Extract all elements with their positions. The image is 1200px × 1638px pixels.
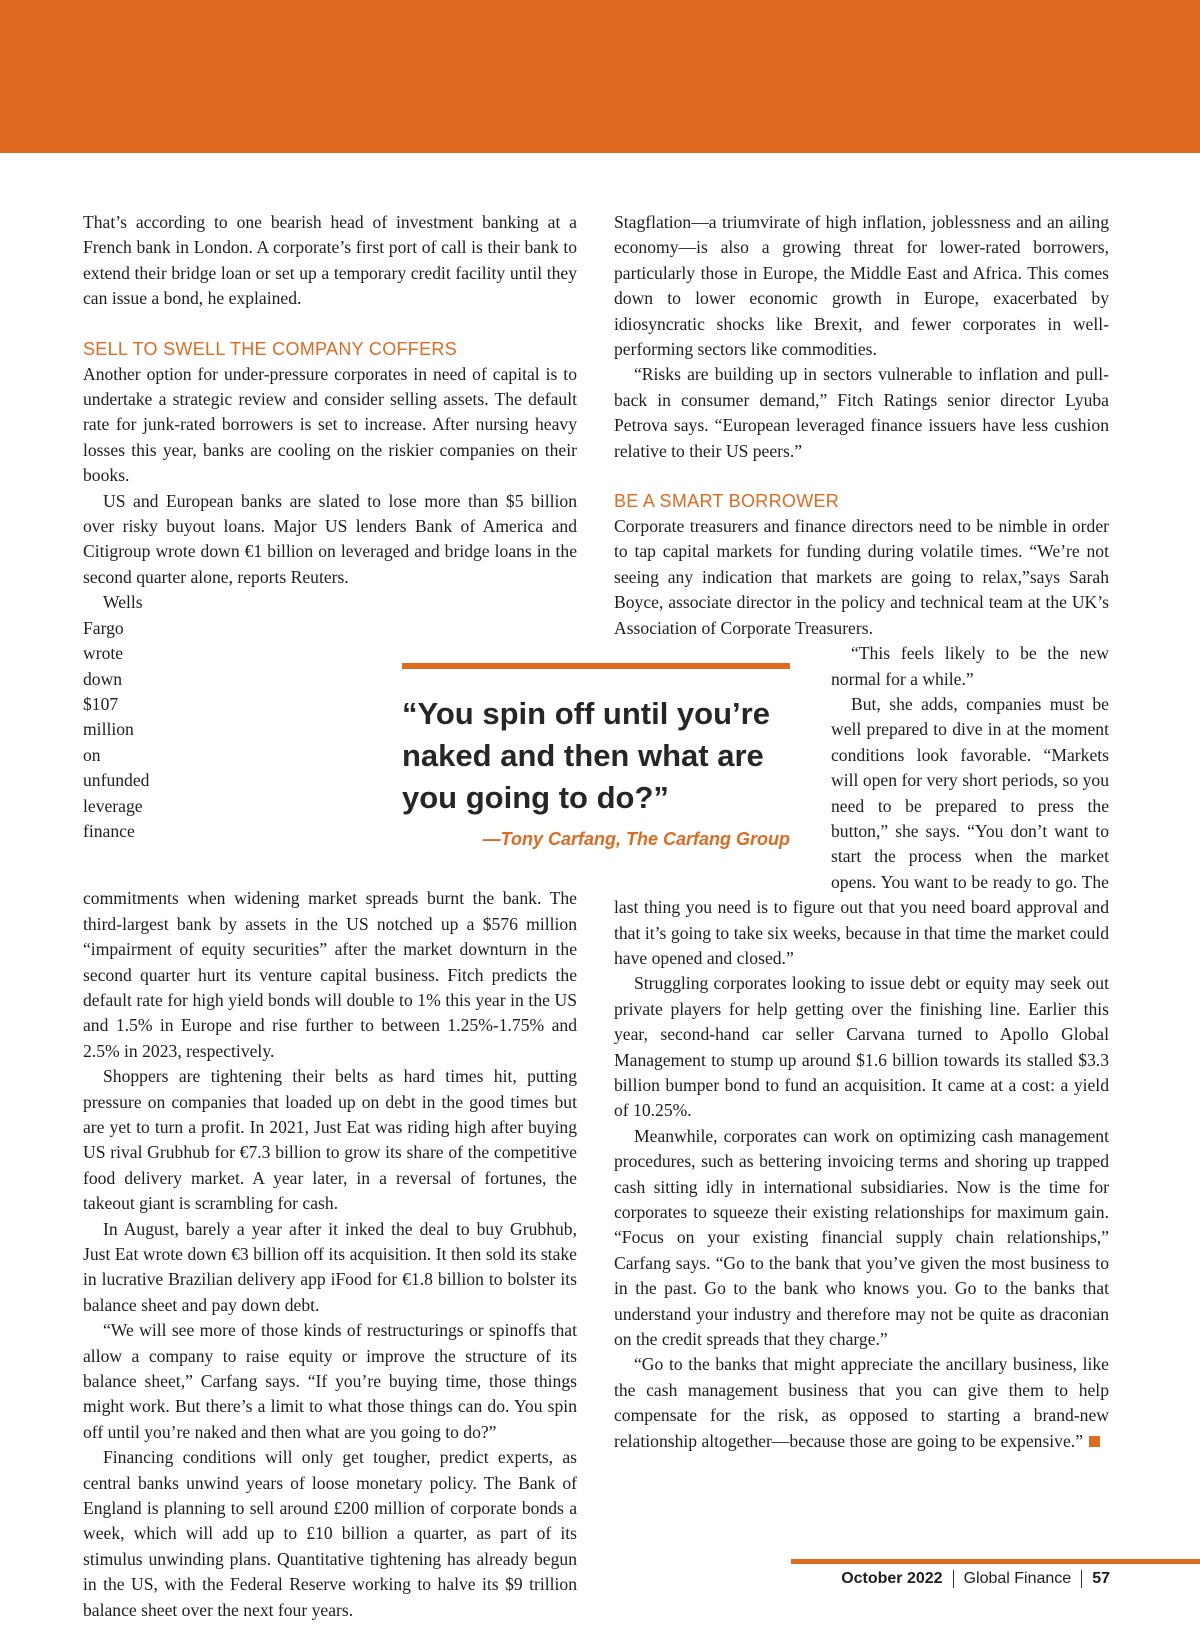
section-heading-sell: SELL TO SWELL THE COMPANY COFFERS (83, 338, 457, 359)
issue-date: October 2022 (841, 1570, 943, 1587)
pull-quote-rule (402, 663, 790, 669)
footer-rule (791, 1559, 1200, 1564)
paragraph (614, 1352, 1109, 1454)
paragraph: “Risks are building up in sectors vulnerable to inflation and pull-back in consumer demand,” Fitch Ratings senior director Lyuba Petrova says. “European leveraged finance issuers have less cushion relative to their US peers.” (614, 364, 1109, 461)
paragraph: “We will see more of those kinds of restructurings or spinoffs that allow a company to raise equity or improve the structure of its balance sheet,” Carfang says. “If you’re buying time, those things might work. But there’s a limit to what those things can do. You spin off until you’re naked and then what are you going to do?” (83, 1320, 577, 1442)
paragraph: Struggling corporates looking to issue debt or equity may seek out private players for help getting over the finishing line. Earlier this year, second-hand car seller Carvana turned to Apollo Global Management to stump up around $1.6 billion towards its stalled $3.3 billion bumper bond to fund an acquisition. It came at a cost: a yield of 10.25%. (614, 973, 1109, 1121)
end-of-article-mark (1089, 1436, 1100, 1447)
paragraph: Shoppers are tightening their belts as hard times hit, putting pressure on companies that loaded up on debt in the good times but are yet to turn a profit. In 2021, Just Eat was riding high after buying US rival Grubhub for €7.3 billion to grow its share of the competitive food delivery market. A year later, in a reversal of fortunes, the takeout giant is scrambling for cash. (83, 1066, 577, 1214)
paragraph: Stagflation—a triumvirate of high inflation, joblessness and an ailing economy—is also a growing threat for lower-rated borrowers, particularly those in Europe, the Middle East and Africa. This comes down to lower economic growth in Europe, exacerbated by idiosyncratic shocks like Brexit, and fewer corporates in well-performing sectors like commodities. (614, 212, 1109, 360)
paragraph: Corporate treasurers and finance directors need to be nimble in order to tap capital markets for funding during volatile times. “We’re not seeing any indication that markets are going to relax,”says Sarah Boyce, associate director in the policy and technical team at the UK’s Association of Corporate Treasurers. (614, 516, 1109, 638)
paragraph: Financing conditions will only get tougher, predict experts, as central banks unwind years of loose monetary policy. The Bank of England is planning to sell around £200 million of corporate bonds a week, which will add up to £10 billion a quarter, as part of its stimulus unwinding plans. Quantitative tightening has already begun in the US, with the Federal Reserve working to halve its $9 trillion balance sheet over the next four years. (83, 1447, 577, 1620)
publication-name: Global Finance (963, 1570, 1072, 1587)
paragraph: “This feels likely to be the new normal for a while.” (831, 643, 1109, 689)
paragraph-text: “Go to the banks that might appreciate the ancillary business, like the cash management business that you can give them to help compensate for the risk, as opposed to starting a brand-new relationship altogether—because those are going to be expensive.” (614, 1354, 1109, 1451)
pull-quote-attribution: —Tony Carfang, The Carfang Group (482, 829, 790, 849)
paragraph: That’s according to one bearish head of investment banking at a French bank in London. A corporate’s first port of call is their bank to extend their bridge loan or set up a temporary credit facility until they can issue a bond, he explained. (83, 212, 577, 309)
pull-quote-text: “You spin off until you’re naked and then what are you going to do?” (402, 696, 770, 815)
page-footer (841, 1570, 1110, 1588)
left-column (83, 210, 577, 1623)
paragraph: Meanwhile, corporates can work on optimizing cash management procedures, such as bettering invoicing terms and shoring up trapped cash sitting idly in international subsidiaries. Now is the time for corporates to squeeze their existing relationships for maximum gain. “Focus on your existing financial supply chain relationships,” Carfang says. “Go to the bank that you’ve given the most business to in the past. Go to the bank who knows you. Go to the banks that understand your industry and therefore may not be quite as draconian on the credit spreads that they charge.” (614, 1125, 1109, 1350)
top-color-band (0, 0, 1200, 153)
paragraph: Another option for under-pressure corporates in need of capital is to undertake a strategic review and consider selling assets. The default rate for junk-rated borrowers is set to increase. After nursing heavy losses this year, banks are cooling on the riskier companies on their books. (83, 363, 577, 486)
paragraph: But, she adds, companies must be well prepared to dive in at the moment conditions look favorable. “Markets will open for very short periods, so you need to be prepared to press the button,” she says. “You don’t want to start the process when the market opens. You want to be ready to go. The last thing you need is to figure out that you need board approval and that it’s going to take six weeks, because in that time the market could have opened and closed.” (614, 693, 1109, 968)
footer-separator (1081, 1570, 1082, 1588)
paragraph: US and European banks are slated to lose more than $5 billion over risky buyout loans. Major US lenders Bank of America and Citigroup wrote down €1 billion on leveraged and bridge loans in the second quarter alone, reports Reuters. (83, 490, 577, 587)
section-heading-borrower: BE A SMART BORROWER (614, 491, 840, 512)
page-number: 57 (1092, 1570, 1110, 1587)
pull-quote (402, 663, 790, 850)
paragraph-text: Wells Fargo wrote down $107 million on unfunded leverage finance commitments when widening market spreads burnt the bank. The third-largest bank by assets in the US notched up a $576 million “impairment of equity securities” after the market downturn in the second quarter hurt its venture capital business. Fitch predicts the default rate for high yield bonds will double to 1% this year in the US and 1.5% in Europe and rise further to between 1.25%-1.75% and 2.5% in 2023, respectively. (83, 592, 577, 1061)
paragraph: In August, barely a year after it inked the deal to buy Grubhub, Just Eat wrote down €3 billion off its acquisition. It then sold its stake in lucrative Brazilian delivery app iFood for €1.8 billion to bolster its balance sheet and pay down debt. (83, 1218, 577, 1315)
footer-separator (953, 1570, 954, 1588)
